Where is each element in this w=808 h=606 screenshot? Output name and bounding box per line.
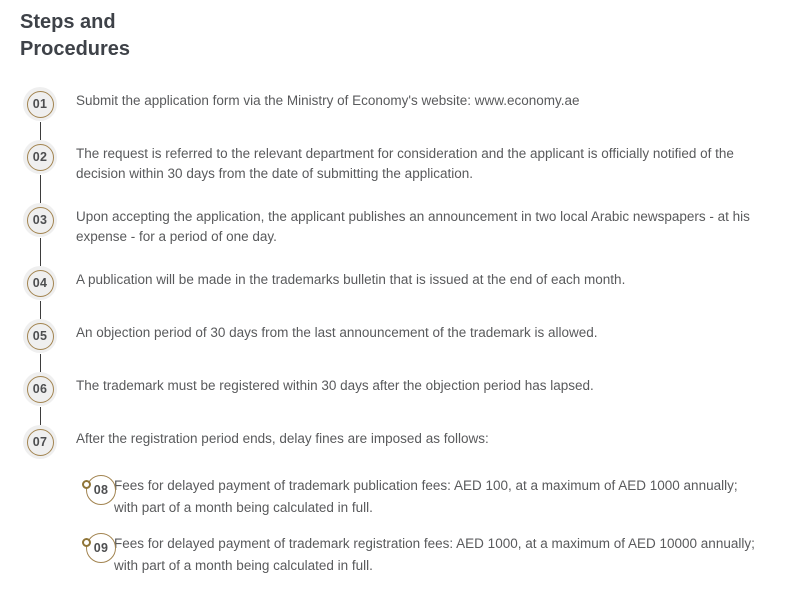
timeline-connector [40, 175, 42, 203]
step-number: 07 [32, 435, 48, 449]
step-number-badge [23, 87, 57, 121]
step-number-badge [23, 319, 57, 353]
step-number: 05 [32, 329, 48, 343]
ring-bullet-icon [82, 538, 91, 547]
step-number-badge [23, 203, 57, 237]
step-text: The request is referred to the relevant department for consideration and the applicant is officially notified of the decision within 30 days from the date of submitting the application. [76, 146, 734, 181]
step-marker-column [20, 140, 76, 203]
delay-fines-sublist [93, 475, 770, 577]
step-item-04 [20, 266, 770, 319]
step-text: An objection period of 30 days from the last announcement of the trademark is allowed. [76, 325, 598, 340]
substep-number-badge [86, 533, 116, 563]
step-item-07 [20, 425, 770, 459]
step-number: 04 [32, 276, 48, 290]
step-marker-column [20, 266, 76, 319]
substep-number: 09 [93, 541, 109, 555]
timeline-connector [40, 301, 42, 319]
step-item-05 [20, 319, 770, 372]
step-number-badge [23, 266, 57, 300]
step-text: The trademark must be registered within 30 days after the objection period has lapsed. [76, 378, 594, 393]
step-item-06 [20, 372, 770, 425]
step-number: 02 [32, 150, 48, 164]
step-text: Upon accepting the application, the applicant publishes an announcement in two local Arabic newspapers - at his expense - for a period of one day. [76, 209, 750, 244]
substep-number-badge [86, 475, 116, 505]
step-number-badge [23, 140, 57, 174]
step-number: 03 [32, 213, 48, 227]
timeline-connector [40, 354, 42, 372]
substep-text: Fees for delayed payment of trademark publication fees: AED 100, at a maximum of AED 1000 annually; with part of a month being calculated in full. [114, 478, 738, 515]
step-item-01 [20, 87, 770, 140]
step-number-badge [23, 425, 57, 459]
step-marker-column [20, 203, 76, 266]
ring-bullet-icon [82, 480, 91, 489]
substep-item-08 [93, 475, 759, 519]
timeline-connector [40, 407, 42, 425]
step-text: A publication will be made in the trademarks bulletin that is issued at the end of each month. [76, 272, 626, 287]
step-marker-column [20, 87, 76, 140]
step-item-02 [20, 140, 770, 203]
substep-number: 08 [93, 483, 109, 497]
step-text: Submit the application form via the Ministry of Economy's website: www.economy.ae [76, 93, 580, 108]
steps-timeline [20, 87, 770, 577]
substep-text: Fees for delayed payment of trademark registration fees: AED 1000, at a maximum of AED 10000 annually; with part of a month being calculated in full. [114, 536, 755, 573]
timeline-connector [40, 122, 42, 140]
step-marker-column [20, 425, 76, 459]
timeline-connector [40, 238, 42, 266]
step-text: After the registration period ends, delay fines are imposed as follows: [76, 431, 489, 446]
substep-item-09 [93, 533, 759, 577]
page-title: Steps and Procedures [20, 11, 131, 60]
step-marker-column [20, 319, 76, 372]
step-number: 01 [32, 97, 48, 111]
step-number-badge [23, 372, 57, 406]
step-item-03 [20, 203, 770, 266]
step-number: 06 [32, 382, 48, 396]
step-marker-column [20, 372, 76, 425]
